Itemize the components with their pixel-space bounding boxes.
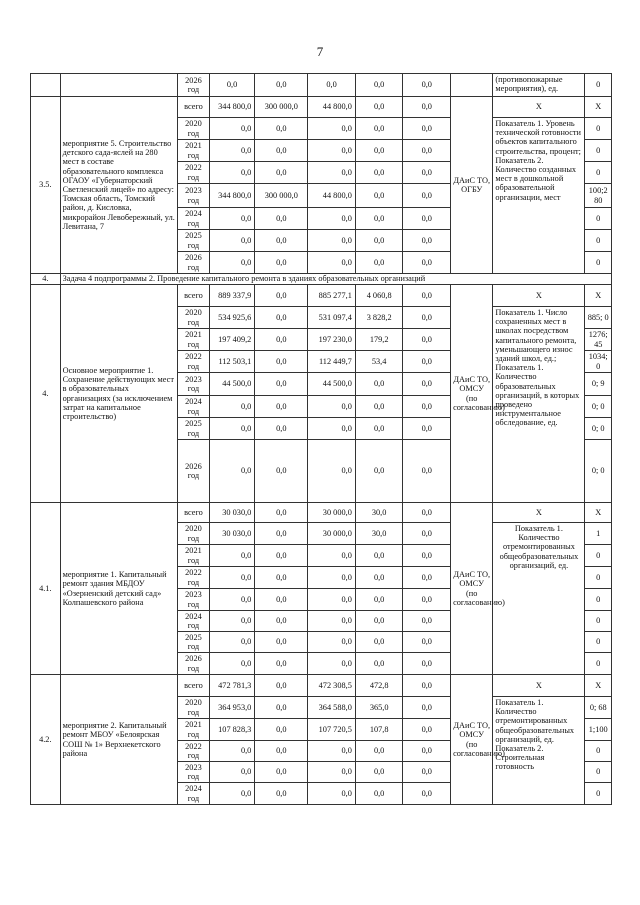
- executor-cell: ДАиС ТО, ОМСУ (по согласованию): [451, 503, 493, 675]
- value-cell: 0,0: [403, 611, 451, 632]
- value-cell: 0,0: [403, 632, 451, 653]
- value-cell: 0,0: [355, 373, 403, 396]
- table-row: [31, 503, 612, 523]
- year-cell: 2021 год: [178, 545, 210, 567]
- indicator-total: X: [493, 285, 585, 307]
- year-cell: 2022 год: [178, 162, 210, 184]
- value-cell: 0,0: [308, 208, 356, 230]
- value-cell: 30,0: [355, 503, 403, 523]
- value-cell: 0,0: [255, 140, 308, 162]
- task-title: Задача 4 подпрограммы 2. Проведение капитального ремонта в зданиях образовательных организаций: [60, 274, 611, 285]
- value-cell: 344 800,0: [209, 97, 255, 118]
- value-cell: 0,0: [255, 162, 308, 184]
- year-cell: 2020 год: [178, 697, 210, 719]
- target-cell: 0; 68: [585, 697, 612, 719]
- value-cell: 107 828,3: [209, 719, 255, 741]
- value-cell: 0,0: [255, 74, 308, 97]
- value-cell: 0,0: [355, 762, 403, 783]
- value-cell: 0,0: [403, 351, 451, 373]
- target-cell: 100;2 80: [585, 184, 612, 208]
- value-cell: 365,0: [355, 697, 403, 719]
- value-cell: 44 800,0: [308, 184, 356, 208]
- value-cell: 3 828,2: [355, 307, 403, 329]
- target-cell: 0; 9: [585, 373, 612, 396]
- value-cell: 0,0: [255, 783, 308, 805]
- value-cell: 0,0: [403, 523, 451, 545]
- year-cell: 2021 год: [178, 140, 210, 162]
- value-cell: 0,0: [308, 396, 356, 418]
- value-cell: 0,0: [255, 118, 308, 140]
- value-cell: 0,0: [255, 503, 308, 523]
- value-cell: 0,0: [308, 545, 356, 567]
- value-cell: 0,0: [308, 589, 356, 611]
- value-cell: 0,0: [209, 140, 255, 162]
- value-cell: 44 500,0: [209, 373, 255, 396]
- value-cell: 0,0: [403, 307, 451, 329]
- value-cell: 0,0: [403, 208, 451, 230]
- value-cell: 0,0: [255, 567, 308, 589]
- year-cell: 2023 год: [178, 589, 210, 611]
- target-cell: 0: [585, 762, 612, 783]
- target-cell: 0: [585, 230, 612, 252]
- target-cell: 885; 0: [585, 307, 612, 329]
- table-row: [31, 74, 612, 97]
- value-cell: 0,0: [403, 230, 451, 252]
- value-cell: 0,0: [355, 118, 403, 140]
- value-cell: 0,0: [355, 440, 403, 503]
- value-cell: 0,0: [255, 418, 308, 440]
- value-cell: 0,0: [355, 632, 403, 653]
- value-cell: 0,0: [255, 208, 308, 230]
- value-cell: 0,0: [255, 351, 308, 373]
- value-cell: 4 060,8: [355, 285, 403, 307]
- value-cell: 0,0: [255, 307, 308, 329]
- value-cell: 0,0: [403, 184, 451, 208]
- value-cell: 0,0: [355, 611, 403, 632]
- value-cell: 0,0: [355, 140, 403, 162]
- value-cell: 472,8: [355, 675, 403, 697]
- indicator-text: Показатель 1. Количество отремонтированных общеобразовательных организаций, ед.: [493, 523, 585, 675]
- value-cell: 0,0: [403, 719, 451, 741]
- value-cell: 0,0: [209, 762, 255, 783]
- target-cell: 1034; 0: [585, 351, 612, 373]
- year-cell: всего: [178, 285, 210, 307]
- value-cell: 30,0: [355, 523, 403, 545]
- year-cell: 2023 год: [178, 184, 210, 208]
- target-cell: 0; 0: [585, 396, 612, 418]
- item-name: Основное мероприятие 1. Сохранение действующих мест в образовательных организациях (за исключением затрат на капитальное строительство): [60, 285, 177, 503]
- value-cell: 0,0: [308, 762, 356, 783]
- value-cell: 0,0: [255, 697, 308, 719]
- indicator-text: Показатель 1. Количество отремонтированных общеобразовательных организаций, ед. Показатель 2. Строительная готовность: [493, 697, 585, 805]
- value-cell: 0,0: [308, 440, 356, 503]
- value-cell: 0,0: [403, 373, 451, 396]
- table-row: [31, 97, 612, 118]
- item-number: 4.2.: [31, 675, 61, 805]
- page-number: 7: [316, 44, 324, 59]
- value-cell: 0,0: [209, 118, 255, 140]
- value-cell: 0,0: [355, 162, 403, 184]
- value-cell: 0,0: [209, 783, 255, 805]
- value-cell: 0,0: [403, 589, 451, 611]
- value-cell: 364 953,0: [209, 697, 255, 719]
- value-cell: 197 230,0: [308, 329, 356, 351]
- year-cell: 2026 год: [178, 440, 210, 503]
- value-cell: 0,0: [355, 783, 403, 805]
- value-cell: 0,0: [255, 523, 308, 545]
- value-cell: 0,0: [255, 329, 308, 351]
- indicator-cell: (противопожарные мероприятия), ед.: [493, 74, 585, 97]
- value-cell: 0,0: [209, 74, 255, 97]
- value-cell: 0,0: [255, 440, 308, 503]
- executor-cell: ДАиС ТО, ОГБУ: [451, 97, 493, 274]
- value-cell: 0,0: [255, 719, 308, 741]
- value-cell: 0,0: [308, 567, 356, 589]
- value-cell: 0,0: [355, 418, 403, 440]
- value-cell: 0,0: [209, 653, 255, 675]
- target-cell: 0: [585, 632, 612, 653]
- value-cell: 0,0: [403, 97, 451, 118]
- value-cell: 0,0: [255, 230, 308, 252]
- target-total: X: [585, 97, 612, 118]
- target-cell: 0: [585, 545, 612, 567]
- value-cell: 112 449,7: [308, 351, 356, 373]
- value-cell: 0,0: [403, 503, 451, 523]
- value-cell: 0,0: [209, 252, 255, 274]
- value-cell: 112 503,1: [209, 351, 255, 373]
- table-row: [31, 285, 612, 307]
- table-row: [31, 675, 612, 697]
- program-table: [30, 73, 612, 805]
- target-cell: 1276; 45: [585, 329, 612, 351]
- value-cell: 0,0: [403, 697, 451, 719]
- target-cell: 0; 0: [585, 440, 612, 503]
- item-number: 4.: [31, 285, 61, 503]
- value-cell: 300 000,0: [255, 184, 308, 208]
- year-cell: 2020 год: [178, 307, 210, 329]
- value-cell: 0,0: [209, 162, 255, 184]
- value-cell: 0,0: [209, 632, 255, 653]
- value-cell: 0,0: [255, 589, 308, 611]
- year-cell: всего: [178, 503, 210, 523]
- value-cell: 0,0: [403, 762, 451, 783]
- value-cell: 0,0: [209, 567, 255, 589]
- value-cell: 107,8: [355, 719, 403, 741]
- indicator-total: X: [493, 675, 585, 697]
- value-cell: 0,0: [209, 396, 255, 418]
- value-cell: 0,0: [403, 252, 451, 274]
- value-cell: 0,0: [308, 162, 356, 184]
- target-cell: 0: [585, 653, 612, 675]
- value-cell: 0,0: [403, 118, 451, 140]
- item-name: мероприятие 1. Капитальный ремонт здания МБДОУ «Озерненский детский сад» Колпашевского района: [60, 503, 177, 675]
- year-cell: 2020 год: [178, 118, 210, 140]
- value-cell: 0,0: [355, 74, 403, 97]
- year-cell: 2025 год: [178, 632, 210, 653]
- target-cell: 0: [585, 611, 612, 632]
- target-total: X: [585, 675, 612, 697]
- value-cell: 107 720,5: [308, 719, 356, 741]
- value-cell: 0,0: [403, 396, 451, 418]
- value-cell: 0,0: [255, 252, 308, 274]
- value-cell: 0,0: [403, 74, 451, 97]
- value-cell: 0,0: [255, 545, 308, 567]
- value-cell: 344 800,0: [209, 184, 255, 208]
- value-cell: 0,0: [403, 675, 451, 697]
- table-row: [31, 274, 612, 285]
- year-cell: 2021 год: [178, 329, 210, 351]
- value-cell: 0,0: [355, 252, 403, 274]
- value-cell: 0,0: [308, 74, 356, 97]
- executor-cell: ДАиС ТО, ОМСУ (по согласованию): [451, 675, 493, 805]
- value-cell: 889 337,9: [209, 285, 255, 307]
- value-cell: 0,0: [255, 741, 308, 762]
- year-cell: 2023 год: [178, 762, 210, 783]
- value-cell: 0,0: [209, 440, 255, 503]
- value-cell: 472 781,3: [209, 675, 255, 697]
- value-cell: 0,0: [403, 567, 451, 589]
- year-cell: всего: [178, 97, 210, 118]
- value-cell: 0,0: [209, 611, 255, 632]
- value-cell: 0,0: [355, 208, 403, 230]
- value-cell: 0,0: [255, 653, 308, 675]
- value-cell: 197 409,2: [209, 329, 255, 351]
- indicator-total: X: [493, 503, 585, 523]
- target-cell: 0; 0: [585, 418, 612, 440]
- value-cell: 0,0: [308, 252, 356, 274]
- target-cell: 0: [585, 567, 612, 589]
- target-total: X: [585, 285, 612, 307]
- value-cell: 0,0: [355, 545, 403, 567]
- year-cell: 2025 год: [178, 418, 210, 440]
- name-cell: [60, 74, 177, 97]
- target-cell: 0: [585, 741, 612, 762]
- value-cell: 0,0: [255, 762, 308, 783]
- year-cell: 2024 год: [178, 208, 210, 230]
- value-cell: 0,0: [403, 545, 451, 567]
- target-cell: 0: [585, 140, 612, 162]
- value-cell: 53,4: [355, 351, 403, 373]
- value-cell: 534 925,6: [209, 307, 255, 329]
- target-cell: 1: [585, 523, 612, 545]
- year-cell: 2025 год: [178, 230, 210, 252]
- value-cell: 0,0: [308, 653, 356, 675]
- value-cell: 0,0: [403, 440, 451, 503]
- value-cell: 0,0: [355, 184, 403, 208]
- value-cell: 364 588,0: [308, 697, 356, 719]
- value-cell: 0,0: [355, 97, 403, 118]
- value-cell: 0,0: [355, 589, 403, 611]
- value-cell: 30 030,0: [209, 523, 255, 545]
- value-cell: 0,0: [403, 418, 451, 440]
- executor-cell: [451, 74, 493, 97]
- year-cell: 2024 год: [178, 611, 210, 632]
- value-cell: 179,2: [355, 329, 403, 351]
- value-cell: 0,0: [308, 140, 356, 162]
- target-total: X: [585, 503, 612, 523]
- target-cell: 0: [585, 74, 612, 97]
- target-cell: 0: [585, 783, 612, 805]
- value-cell: 0,0: [308, 611, 356, 632]
- value-cell: 0,0: [308, 632, 356, 653]
- year-cell: 2020 год: [178, 523, 210, 545]
- value-cell: 0,0: [209, 741, 255, 762]
- value-cell: 0,0: [255, 675, 308, 697]
- target-cell: 1;100: [585, 719, 612, 741]
- value-cell: 30 000,0: [308, 503, 356, 523]
- value-cell: 30 030,0: [209, 503, 255, 523]
- value-cell: 0,0: [209, 589, 255, 611]
- executor-cell: ДАиС ТО, ОМСУ (по согласованию): [451, 285, 493, 503]
- value-cell: 0,0: [403, 783, 451, 805]
- item-number: 3.5.: [31, 97, 61, 274]
- value-cell: 0,0: [308, 741, 356, 762]
- year-cell: 2023 год: [178, 373, 210, 396]
- value-cell: 0,0: [209, 545, 255, 567]
- value-cell: 0,0: [403, 285, 451, 307]
- year-cell: 2022 год: [178, 567, 210, 589]
- value-cell: 0,0: [403, 741, 451, 762]
- year-cell: 2026 год: [178, 653, 210, 675]
- value-cell: 0,0: [355, 230, 403, 252]
- value-cell: 0,0: [403, 140, 451, 162]
- value-cell: 0,0: [308, 783, 356, 805]
- value-cell: 0,0: [255, 396, 308, 418]
- value-cell: 0,0: [209, 418, 255, 440]
- value-cell: 0,0: [403, 653, 451, 675]
- value-cell: 0,0: [308, 418, 356, 440]
- value-cell: 0,0: [355, 741, 403, 762]
- year-cell: всего: [178, 675, 210, 697]
- indicator-total: X: [493, 97, 585, 118]
- year-cell: 2024 год: [178, 396, 210, 418]
- value-cell: 0,0: [255, 632, 308, 653]
- year-cell: 2024 год: [178, 783, 210, 805]
- value-cell: 0,0: [355, 567, 403, 589]
- value-cell: 0,0: [308, 118, 356, 140]
- value-cell: 0,0: [255, 611, 308, 632]
- target-cell: 0: [585, 252, 612, 274]
- value-cell: 0,0: [403, 162, 451, 184]
- year-cell: 2022 год: [178, 351, 210, 373]
- value-cell: 0,0: [308, 230, 356, 252]
- value-cell: 0,0: [355, 653, 403, 675]
- indicator-text: Показатель 1. Число сохраненных мест в школах посредством капитального ремонта, уменьшающего износ зданий школ, ед.; Показатель 1. Количество образовательных организаций, в которых проведено инструментальное обследование, ед.: [493, 307, 585, 503]
- value-cell: 44 800,0: [308, 97, 356, 118]
- item-name: мероприятие 2. Капитальный ремонт МБОУ «Белоярская СОШ № 1» Верхнекетского района: [60, 675, 177, 805]
- num-cell: [31, 74, 61, 97]
- target-cell: 0: [585, 589, 612, 611]
- value-cell: 885 277,1: [308, 285, 356, 307]
- year-cell: 2021 год: [178, 719, 210, 741]
- value-cell: 0,0: [255, 285, 308, 307]
- item-name: мероприятие 5. Строительство детского сада-яслей на 280 мест в составе образовательного комплекса ОГАОУ «Губернаторский Светленский лицей» по адресу: Томская область, Томский район, д. Кисловка, микрорайон Левобережный, ул. Левитана, 7: [60, 97, 177, 274]
- year-cell: 2026 год: [178, 74, 210, 97]
- task-number: 4.: [31, 274, 61, 285]
- target-cell: 0: [585, 162, 612, 184]
- value-cell: 531 097,4: [308, 307, 356, 329]
- value-cell: 44 500,0: [308, 373, 356, 396]
- item-number: 4.1.: [31, 503, 61, 675]
- year-cell: 2026 год: [178, 252, 210, 274]
- value-cell: 472 308,5: [308, 675, 356, 697]
- value-cell: 0,0: [255, 373, 308, 396]
- target-cell: 0: [585, 118, 612, 140]
- value-cell: 300 000,0: [255, 97, 308, 118]
- value-cell: 30 000,0: [308, 523, 356, 545]
- value-cell: 0,0: [355, 396, 403, 418]
- indicator-text: Показатель 1. Уровень технической готовности объектов капитального строительства, процент; Показатель 2. Количество созданных мест в дошкольной образовательной организации, мест: [493, 118, 585, 274]
- year-cell: 2022 год: [178, 741, 210, 762]
- value-cell: 0,0: [403, 329, 451, 351]
- value-cell: 0,0: [209, 230, 255, 252]
- target-cell: 0: [585, 208, 612, 230]
- value-cell: 0,0: [209, 208, 255, 230]
